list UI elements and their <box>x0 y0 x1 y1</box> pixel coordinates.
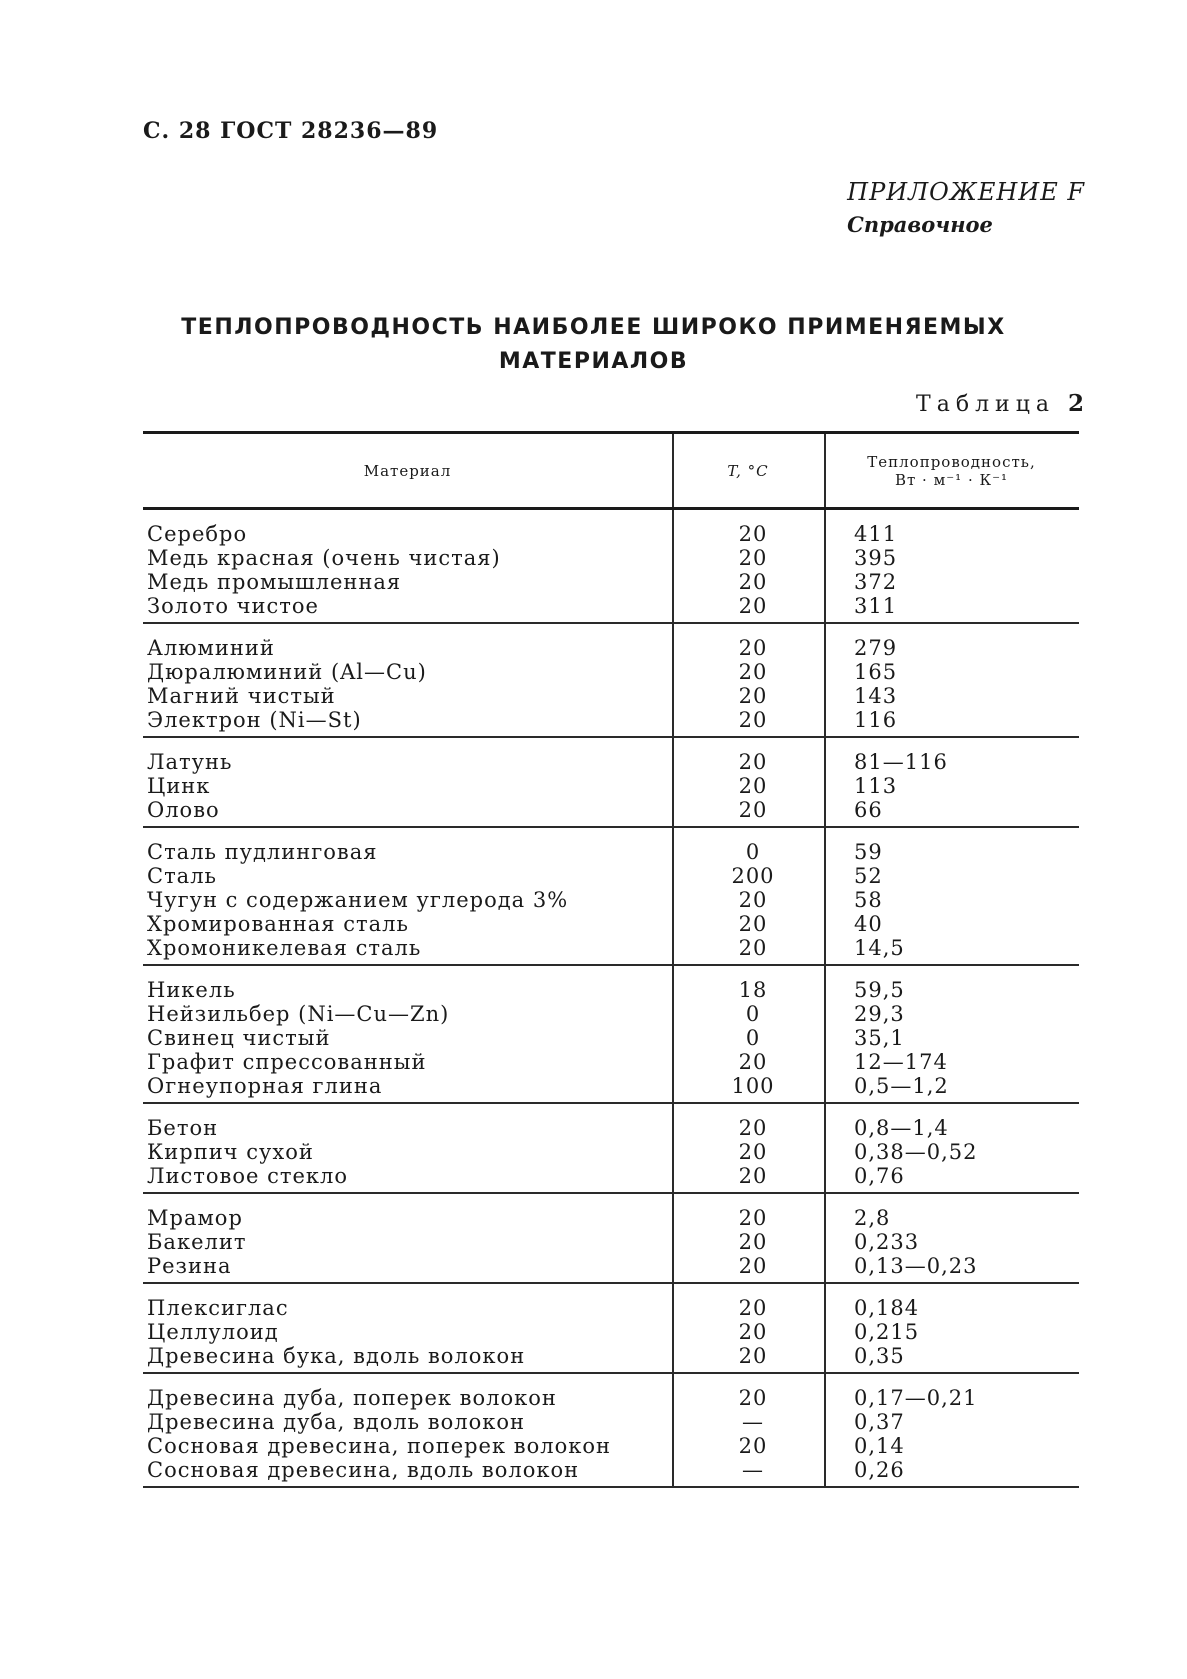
temperature-cell: 0 <box>745 1026 761 1050</box>
temperature-cell: 20 <box>738 1344 768 1368</box>
material-cell: Серебро <box>147 522 248 546</box>
table-caption-number: 2 <box>1067 390 1084 417</box>
appendix-type: Справочное <box>847 212 993 237</box>
names-column <box>143 1206 672 1278</box>
vals-column <box>824 636 1079 732</box>
vals-column <box>824 978 1079 1098</box>
material-cell: Чугун с содержанием углерода 3% <box>147 888 569 912</box>
temps-column <box>672 1206 824 1278</box>
vals-column <box>824 750 1079 822</box>
table-row-group <box>143 738 1079 828</box>
temperature-cell: 20 <box>738 636 768 660</box>
conductivity-cell: 411 <box>854 522 898 546</box>
material-cell: Сталь пудлинговая <box>147 840 378 864</box>
conductivity-cell: 0,76 <box>854 1164 905 1188</box>
temps-column <box>672 636 824 732</box>
temps-column <box>672 1386 824 1482</box>
conductivity-cell: 0,37 <box>854 1410 905 1434</box>
conductivity-cell: 0,17—0,21 <box>854 1386 978 1410</box>
conductivity-cell: 59,5 <box>854 978 905 1002</box>
document-title-line2: МАТЕРИАЛОВ <box>498 349 689 374</box>
material-cell: Кирпич сухой <box>147 1140 314 1164</box>
column-header-conductivity-line1: Теплопроводность, <box>867 452 1036 471</box>
body-divider-1 <box>672 510 674 1488</box>
conductivity-cell: 35,1 <box>854 1026 905 1050</box>
material-cell: Алюминий <box>147 636 275 660</box>
vals-column <box>824 1206 1079 1278</box>
conductivity-cell: 395 <box>854 546 898 570</box>
header-divider-1 <box>672 434 674 507</box>
page-reference: С. 28 ГОСТ 28236—89 <box>143 118 439 144</box>
temperature-cell: 20 <box>738 888 768 912</box>
names-column <box>143 978 672 1098</box>
material-cell: Мрамор <box>147 1206 243 1230</box>
material-cell: Сталь <box>147 864 217 888</box>
conductivity-cell: 0,26 <box>854 1458 905 1482</box>
temperature-cell: — <box>742 1458 764 1482</box>
body-divider-2 <box>824 510 826 1488</box>
material-cell: Листовое стекло <box>147 1164 349 1188</box>
table-row-group <box>143 1284 1079 1374</box>
material-cell: Сосновая древесина, вдоль волокон <box>147 1458 580 1482</box>
material-cell: Древесина бука, вдоль волокон <box>147 1344 526 1368</box>
appendix-label: ПРИЛОЖЕНИЕ F <box>847 178 1085 206</box>
temperature-cell: 20 <box>738 1386 768 1410</box>
material-cell: Резина <box>147 1254 232 1278</box>
material-cell: Никель <box>147 978 236 1002</box>
conductivity-cell: 0,38—0,52 <box>854 1140 978 1164</box>
conductivity-cell: 0,5—1,2 <box>854 1074 949 1098</box>
temperature-cell: 20 <box>738 1434 768 1458</box>
material-cell: Целлулоид <box>147 1320 279 1344</box>
temperature-cell: 100 <box>731 1074 775 1098</box>
vals-column <box>824 840 1079 960</box>
names-column <box>143 1386 672 1482</box>
material-cell: Бакелит <box>147 1230 247 1254</box>
column-header-conductivity-units: Вт · м⁻¹ · К⁻¹ <box>894 470 1009 489</box>
conductivity-cell: 52 <box>854 864 883 888</box>
temperature-cell: 20 <box>738 750 768 774</box>
temperature-cell: 20 <box>738 936 768 960</box>
material-cell: Цинк <box>147 774 211 798</box>
table-row-group <box>143 1104 1079 1194</box>
table-row-group <box>143 1374 1079 1488</box>
conductivity-cell: 143 <box>854 684 898 708</box>
table-row-group <box>143 1194 1079 1284</box>
conductivity-cell: 0,215 <box>854 1320 920 1344</box>
material-cell: Графит спрессованный <box>147 1050 427 1074</box>
conductivity-cell: 165 <box>854 660 898 684</box>
vals-column <box>824 522 1079 618</box>
material-cell: Латунь <box>147 750 233 774</box>
material-cell: Медь промышленная <box>147 570 402 594</box>
names-column <box>143 1116 672 1188</box>
temperature-cell: 20 <box>738 546 768 570</box>
table-row-group <box>143 510 1079 624</box>
material-cell: Нейзильбер (Ni—Cu—Zn) <box>147 1002 450 1026</box>
temperature-cell: 200 <box>731 864 775 888</box>
material-cell: Электрон (Ni—St) <box>147 708 362 732</box>
conductivity-table <box>143 431 1079 1488</box>
names-column <box>143 840 672 960</box>
table-header <box>143 434 1079 507</box>
conductivity-cell: 58 <box>854 888 883 912</box>
material-cell: Дюралюминий (Al—Cu) <box>147 660 427 684</box>
temps-column <box>672 978 824 1098</box>
conductivity-cell: 0,13—0,23 <box>854 1254 978 1278</box>
table-row-group <box>143 966 1079 1104</box>
appendix-block <box>847 178 1085 237</box>
temperature-cell: 20 <box>738 1116 768 1140</box>
conductivity-cell: 113 <box>854 774 898 798</box>
temperature-cell: 20 <box>738 1140 768 1164</box>
header-divider-2 <box>824 434 826 507</box>
conductivity-cell: 0,233 <box>854 1230 920 1254</box>
material-cell: Древесина дуба, вдоль волокон <box>147 1410 526 1434</box>
material-cell: Хромоникелевая сталь <box>147 936 422 960</box>
vals-column <box>824 1386 1079 1482</box>
material-cell: Свинец чистый <box>147 1026 331 1050</box>
column-header-conductivity <box>824 434 1079 507</box>
material-cell: Золото чистое <box>147 594 319 618</box>
conductivity-cell: 12—174 <box>854 1050 948 1074</box>
temperature-cell: 20 <box>738 1206 768 1230</box>
temperature-cell: 20 <box>738 774 768 798</box>
temps-column <box>672 750 824 822</box>
temps-column <box>672 840 824 960</box>
temperature-cell: 20 <box>738 522 768 546</box>
conductivity-cell: 2,8 <box>854 1206 891 1230</box>
conductivity-cell: 116 <box>854 708 898 732</box>
column-header-material: Материал <box>363 461 452 480</box>
temperature-cell: 20 <box>738 798 768 822</box>
names-column <box>143 750 672 822</box>
conductivity-cell: 81—116 <box>854 750 948 774</box>
names-column <box>143 522 672 618</box>
material-cell: Огнеупорная глина <box>147 1074 383 1098</box>
temps-column <box>672 1296 824 1368</box>
conductivity-cell: 40 <box>854 912 883 936</box>
material-cell: Магний чистый <box>147 684 336 708</box>
temperature-cell: 20 <box>738 1254 768 1278</box>
table-caption <box>916 390 1084 417</box>
conductivity-cell: 0,8—1,4 <box>854 1116 949 1140</box>
conductivity-cell: 0,184 <box>854 1296 920 1320</box>
vals-column <box>824 1296 1079 1368</box>
temperature-cell: 20 <box>738 1296 768 1320</box>
material-cell: Олово <box>147 798 220 822</box>
names-column <box>143 1296 672 1368</box>
conductivity-cell: 14,5 <box>854 936 905 960</box>
table-body <box>143 510 1079 1488</box>
temperature-cell: 0 <box>745 1002 761 1026</box>
temperature-cell: 20 <box>738 684 768 708</box>
document-title-line1: ТЕПЛОПРОВОДНОСТЬ НАИБОЛЕЕ ШИРОКО ПРИМЕНЯЕМЫХ <box>181 315 1006 340</box>
temperature-cell: 0 <box>745 840 761 864</box>
material-cell: Медь красная (очень чистая) <box>147 546 501 570</box>
material-cell: Бетон <box>147 1116 219 1140</box>
temps-column <box>672 1116 824 1188</box>
conductivity-cell: 372 <box>854 570 898 594</box>
conductivity-cell: 66 <box>854 798 883 822</box>
conductivity-cell: 0,14 <box>854 1434 905 1458</box>
conductivity-cell: 279 <box>854 636 898 660</box>
material-cell: Плексиглас <box>147 1296 289 1320</box>
temperature-cell: 18 <box>738 978 768 1002</box>
temperature-cell: 20 <box>738 570 768 594</box>
column-header-temperature: T, °C <box>727 461 769 480</box>
temperature-cell: 20 <box>738 1320 768 1344</box>
material-cell: Сосновая древесина, поперек волокон <box>147 1434 612 1458</box>
temperature-cell: 20 <box>738 1050 768 1074</box>
conductivity-cell: 0,35 <box>854 1344 905 1368</box>
temperature-cell: 20 <box>738 708 768 732</box>
temperature-cell: 20 <box>738 660 768 684</box>
vals-column <box>824 1116 1079 1188</box>
table-row-group <box>143 624 1079 738</box>
temperature-cell: 20 <box>738 912 768 936</box>
names-column <box>143 636 672 732</box>
material-cell: Древесина дуба, поперек волокон <box>147 1386 557 1410</box>
material-cell: Хромированная сталь <box>147 912 409 936</box>
table-caption-label: Таблица <box>916 392 1055 417</box>
temps-column <box>672 522 824 618</box>
document-title <box>0 311 1187 379</box>
temperature-cell: 20 <box>738 1230 768 1254</box>
table-row-group <box>143 828 1079 966</box>
conductivity-cell: 311 <box>854 594 898 618</box>
temperature-cell: 20 <box>738 1164 768 1188</box>
conductivity-cell: 29,3 <box>854 1002 905 1026</box>
temperature-cell: — <box>742 1410 764 1434</box>
temperature-cell: 20 <box>738 594 768 618</box>
conductivity-cell: 59 <box>854 840 883 864</box>
